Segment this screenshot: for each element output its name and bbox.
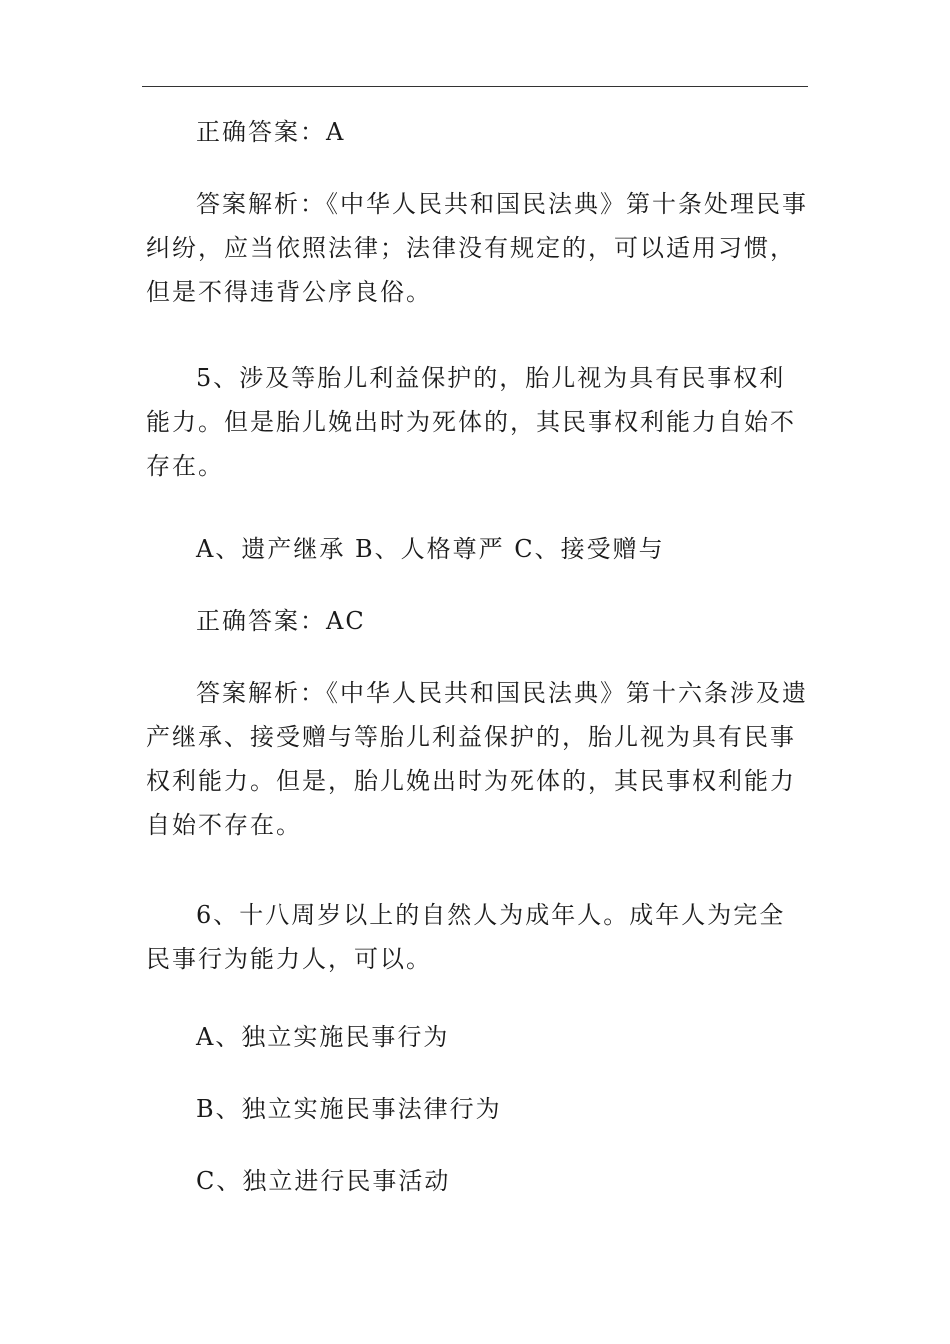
option-c-q6: C、独立进行民事活动 — [196, 1167, 451, 1195]
options-q5: A、遗产继承 B、人格尊严 C、接受赠与 — [196, 535, 665, 563]
header-rule — [142, 86, 808, 87]
answer-q5: 正确答案：AC — [196, 607, 366, 635]
explanation-q4: 答案解析：《中华人民共和国民法典》第十条处理民事纠纷，应当依照法律；法律没有规定的，可以适用习惯，但是不得违背公序良俗。 — [146, 190, 808, 306]
question-6: 6、十八周岁以上的自然人为成年人。成年人为完全民事行为能力人，可以。 — [146, 901, 786, 973]
explanation-q5: 答案解析：《中华人民共和国民法典》第十六条涉及遗产继承、接受赠与等胎儿利益保护的，胎儿视为具有民事权利能力。但是，胎儿娩出时为死体的，其民事权利能力自始不存在。 — [146, 679, 808, 839]
option-b-q6: B、独立实施民事法律行为 — [196, 1095, 502, 1123]
answer-q4: 正确答案：A — [196, 118, 346, 146]
option-a-q6: A、独立实施民事行为 — [196, 1023, 450, 1051]
question-5: 5、涉及等胎儿利益保护的，胎儿视为具有民事权利能力。但是胎儿娩出时为死体的，其民事权利能力自始不存在。 — [146, 364, 796, 480]
